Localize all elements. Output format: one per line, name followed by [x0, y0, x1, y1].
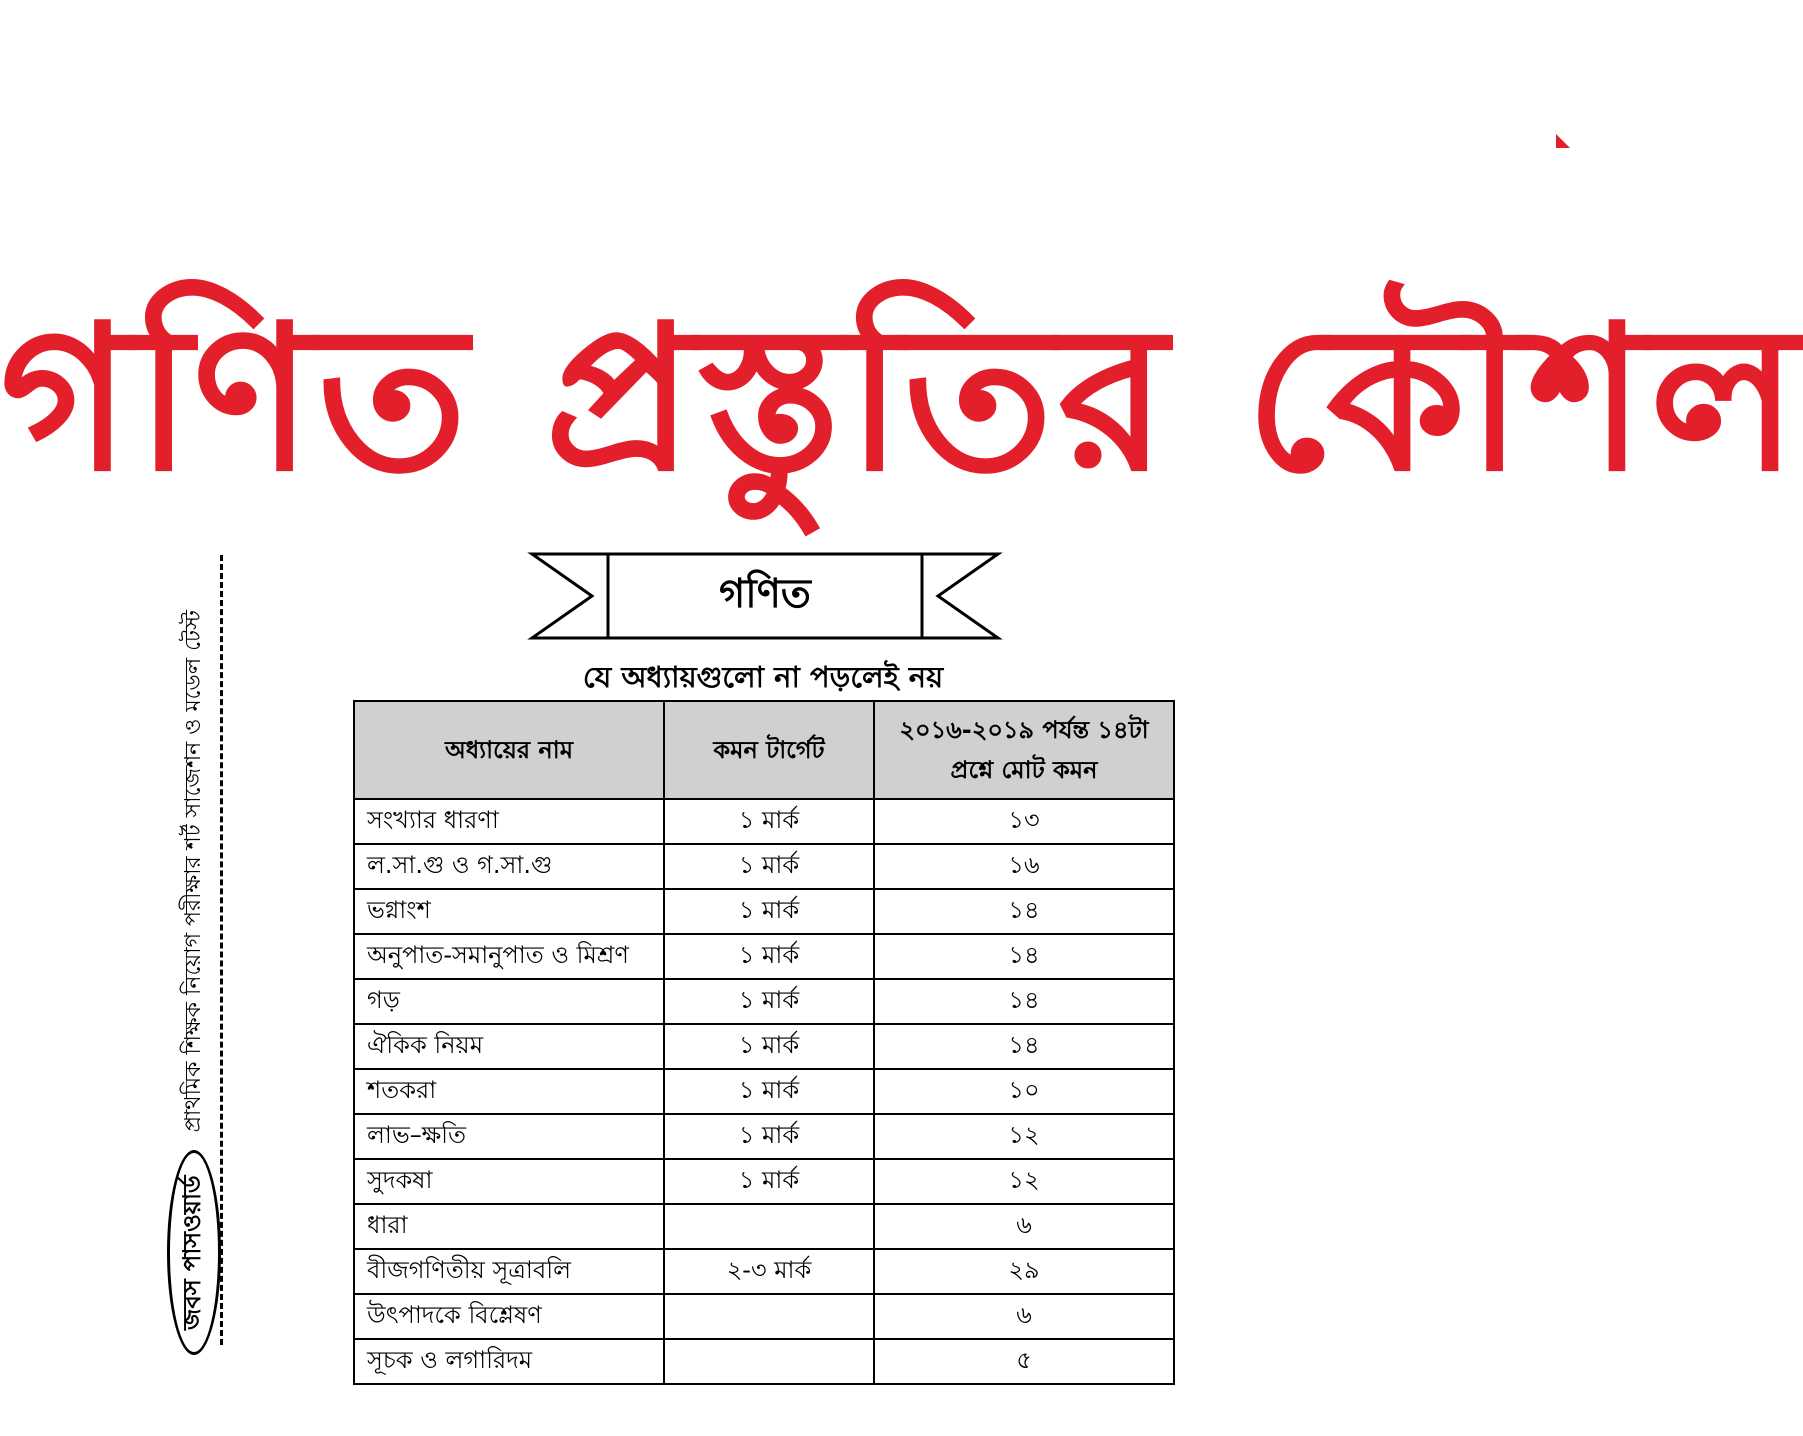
cell-chapter-name: শতকরা	[354, 1069, 664, 1114]
cell-total-common: ১৬	[874, 844, 1174, 889]
section-subtitle: যে অধ্যায়গুলো না পড়লেই নয়	[582, 660, 944, 694]
table-row	[354, 844, 1174, 889]
header-chapter-name: অধ্যায়ের নাম	[354, 701, 664, 799]
cell-chapter-name: অনুপাত-সমানুপাত ও মিশ্রণ	[354, 934, 664, 979]
cell-common-target	[664, 1339, 874, 1384]
brand-logo: জবস পাসওয়ার্ড	[167, 1150, 221, 1355]
cell-chapter-name: ধারা	[354, 1204, 664, 1249]
cell-total-common: ১২	[874, 1114, 1174, 1159]
cell-chapter-name: সংখ্যার ধারণা	[354, 799, 664, 844]
chapter-table-container	[353, 700, 1173, 1374]
table-row	[354, 1114, 1174, 1159]
cell-chapter-name: ভগ্নাংশ	[354, 889, 664, 934]
table-row	[354, 1159, 1174, 1204]
table-row	[354, 979, 1174, 1024]
table-body	[354, 799, 1174, 1384]
cell-chapter-name: গড়	[354, 979, 664, 1024]
cell-total-common: ২৯	[874, 1249, 1174, 1294]
dashed-divider	[220, 555, 223, 1345]
subject-ribbon	[528, 550, 1002, 646]
table-row	[354, 1294, 1174, 1339]
cell-common-target: ১ মার্ক	[664, 934, 874, 979]
table-row	[354, 889, 1174, 934]
cell-common-target: ২-৩ মার্ক	[664, 1249, 874, 1294]
cell-common-target: ১ মার্ক	[664, 1024, 874, 1069]
table-header-row	[354, 701, 1174, 799]
chapter-table	[353, 700, 1175, 1385]
cell-common-target: ১ মার্ক	[664, 1159, 874, 1204]
table-row	[354, 1204, 1174, 1249]
cell-total-common: ১৩	[874, 799, 1174, 844]
cell-total-common: ১৪	[874, 934, 1174, 979]
cell-total-common: ১২	[874, 1159, 1174, 1204]
cell-chapter-name: সূচক ও লগারিদম	[354, 1339, 664, 1384]
header-common-target: কমন টার্গেট	[664, 701, 874, 799]
page-title: গণিত প্রস্তুতির কৌশল	[0, 283, 1803, 516]
table-row	[354, 799, 1174, 844]
ribbon-label: গণিত	[719, 570, 811, 617]
cell-chapter-name: সুদকষা	[354, 1159, 664, 1204]
cell-chapter-name: ঐকিক নিয়ম	[354, 1024, 664, 1069]
table-row	[354, 1339, 1174, 1384]
cell-common-target: ১ মার্ক	[664, 1114, 874, 1159]
header-total-common: ২০১৬-২০১৯ পর্যন্ত ১৪টা প্রশ্নে মোট কমন	[874, 701, 1174, 799]
cell-common-target: ১ মার্ক	[664, 844, 874, 889]
side-text	[170, 545, 218, 1355]
cell-common-target: ১ মার্ক	[664, 799, 874, 844]
cell-common-target: ১ মার্ক	[664, 979, 874, 1024]
table-row	[354, 1069, 1174, 1114]
cell-common-target: ১ মার্ক	[664, 1069, 874, 1114]
cell-common-target	[664, 1204, 874, 1249]
cell-chapter-name: লাভ–ক্ষতি	[354, 1114, 664, 1159]
cell-total-common: ৫	[874, 1339, 1174, 1384]
cell-chapter-name: ল.সা.গু ও গ.সা.গু	[354, 844, 664, 889]
cell-total-common: ৬	[874, 1204, 1174, 1249]
cell-total-common: ১০	[874, 1069, 1174, 1114]
cell-common-target	[664, 1294, 874, 1339]
cell-chapter-name: বীজগণিতীয় সূত্রাবলি	[354, 1249, 664, 1294]
table-row	[354, 934, 1174, 979]
cell-total-common: ১৪	[874, 979, 1174, 1024]
cell-chapter-name: উৎপাদকে বিশ্লেষণ	[354, 1294, 664, 1339]
side-caption: প্রাথমিক শিক্ষক নিয়োগ পরীক্ষার শর্ট সাজেশন ও মডেল টেস্ট	[180, 610, 206, 1133]
side-strip	[160, 545, 235, 1355]
corner-mark	[1556, 134, 1570, 148]
cell-total-common: ১৪	[874, 1024, 1174, 1069]
table-row	[354, 1249, 1174, 1294]
cell-total-common: ১৪	[874, 889, 1174, 934]
cell-common-target: ১ মার্ক	[664, 889, 874, 934]
cell-total-common: ৬	[874, 1294, 1174, 1339]
table-row	[354, 1024, 1174, 1069]
